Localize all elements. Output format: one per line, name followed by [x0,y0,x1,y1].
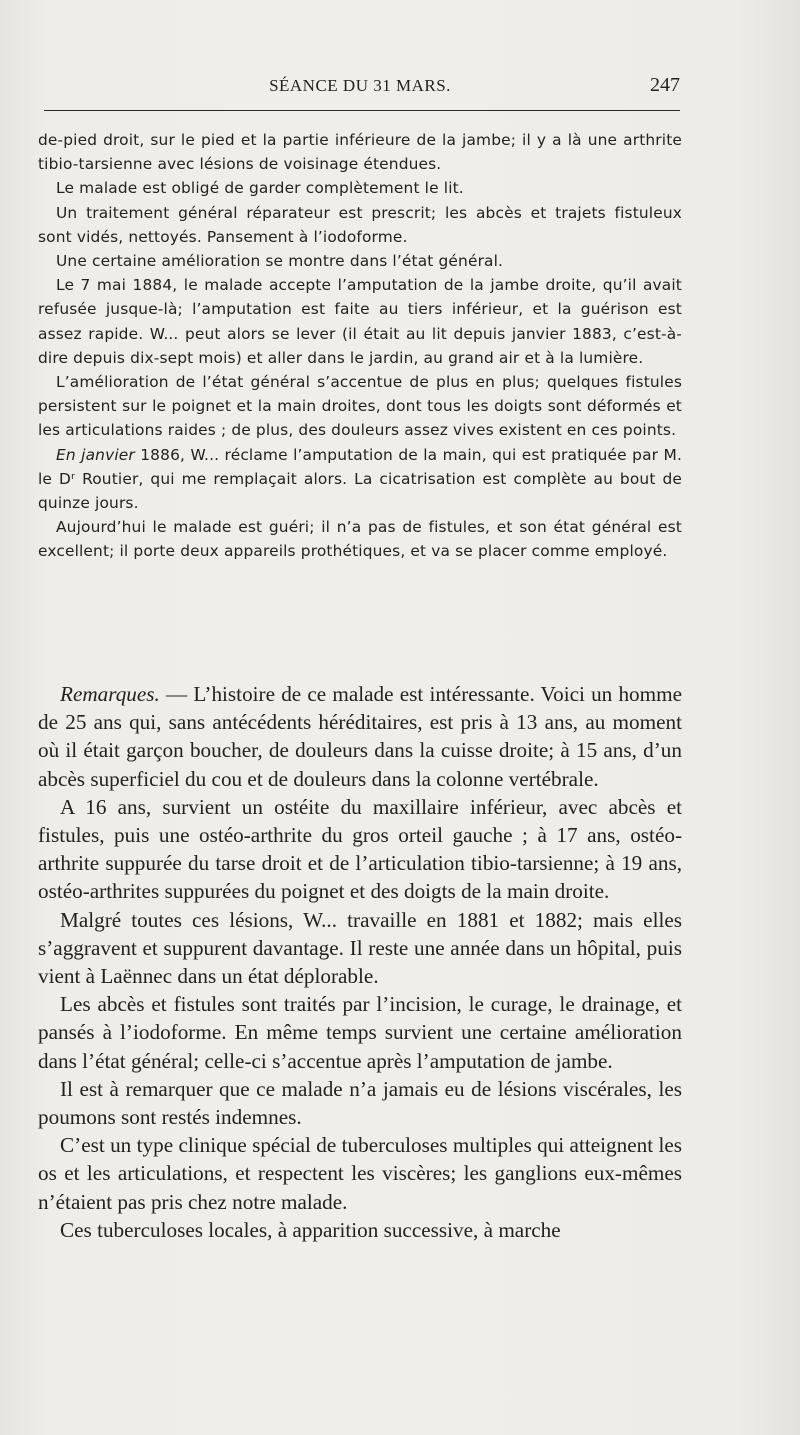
paragraph: Le malade est obligé de garder complètement le lit. [56,179,464,198]
paragraph: de-pied droit, sur le pied et la partie inférieure de la jambe; il y a là une arthrite tibio-tarsienne avec lésions de voisinage étendues. [38,131,682,174]
paragraph: Le 7 mai 1884, le malade accepte l’amputation de la jambe droite, qu’il avait refusée jusque-là; l’amputation est faite au tiers inférieur, et la guérison est assez rapide. W... peut alors se lever (il était au lit depuis janvier 1883, c’est-à-dire depuis dix-sept mois) et aller dans le jardin, au grand air et à la lumière. [38,276,682,367]
page-header [40,76,680,98]
paragraph: A 16 ans, survient un ostéite du maxillaire inférieur, avec abcès et fistules, puis une ostéo-arthrite du gros orteil gauche ; à 17 ans, ostéo-arthrite suppurée du tarse droit et de l’articulation tibio-tarsienne; à 19 ans, ostéo-arthrites suppurées du poignet et des doigts de la main droite. [38,794,682,904]
paragraph: Les abcès et fistules sont traités par l’incision, le curage, le drainage, et pansés à l’iodoforme. En même temps survient une certaine amélioration dans l’état général; celle-ci s’accentue après l’amputation de jambe. [38,992,682,1073]
page-number: 247 [650,74,680,96]
header-rule [44,110,680,111]
paragraph: Aujourd’hui le malade est guéri; il n’a pas de fistules, et son état général est excellent; il porte deux appareils prothétiques, et va se placer comme employé. [38,518,682,561]
italic-lead: En janvier [56,445,135,464]
paragraph: En janvier 1886, W... réclame l’amputation de la main, qui est pratiquée par M. le Dʳ Routier, qui me remplaçait alors. La cicatrisation est complète au bout de quinze jours. [38,445,682,513]
remarks-section [38,680,682,1244]
paragraph: C’est un type clinique spécial de tuberculoses multiples qui atteignent les os et les articulations, et respectent les viscères; les ganglions eux-mêmes n’étaient pas pris chez notre malade. [38,1133,682,1214]
paragraph: Une certaine amélioration se montre dans l’état général. [56,252,504,271]
paragraph: Ces tuberculoses locales, à apparition successive, à marche [60,1217,561,1242]
paragraph: Un traitement général réparateur est prescrit; les abcès et trajets fistuleux sont vidés, nettoyés. Pansement à l’iodoforme. [38,203,682,246]
remarks-heading: Remarques. [60,682,160,706]
paragraph: Il est à remarquer que ce malade n’a jamais eu de lésions viscérales, les poumons sont restés indemnes. [38,1076,682,1130]
paragraph: Remarques. — L’histoire de ce malade est intéressante. Voici un homme de 25 ans qui, sans antécédents héréditaires, est pris à 13 ans, au moment où il était garçon boucher, de douleurs dans la cuisse droite; à 15 ans, d’un abcès superficiel du cou et de douleurs dans la colonne vertébrale. [38,682,682,791]
paragraph: Malgré toutes ces lésions, W... travaille en 1881 et 1882; mais elles s’aggravent et suppurent davantage. Il reste une année dans un hôpital, puis vient à Laënnec dans un état déplorable. [38,907,682,989]
case-report [38,128,682,564]
paragraph: L’amélioration de l’état général s’accentue de plus en plus; quelques fistules persistent sur le poignet et la main droites, dont tous les doigts sont déformés et les articulations raides ; de plus, des douleurs assez vives existent en ces points. [38,373,682,440]
running-title: SÉANCE DU 31 MARS. [269,76,451,95]
